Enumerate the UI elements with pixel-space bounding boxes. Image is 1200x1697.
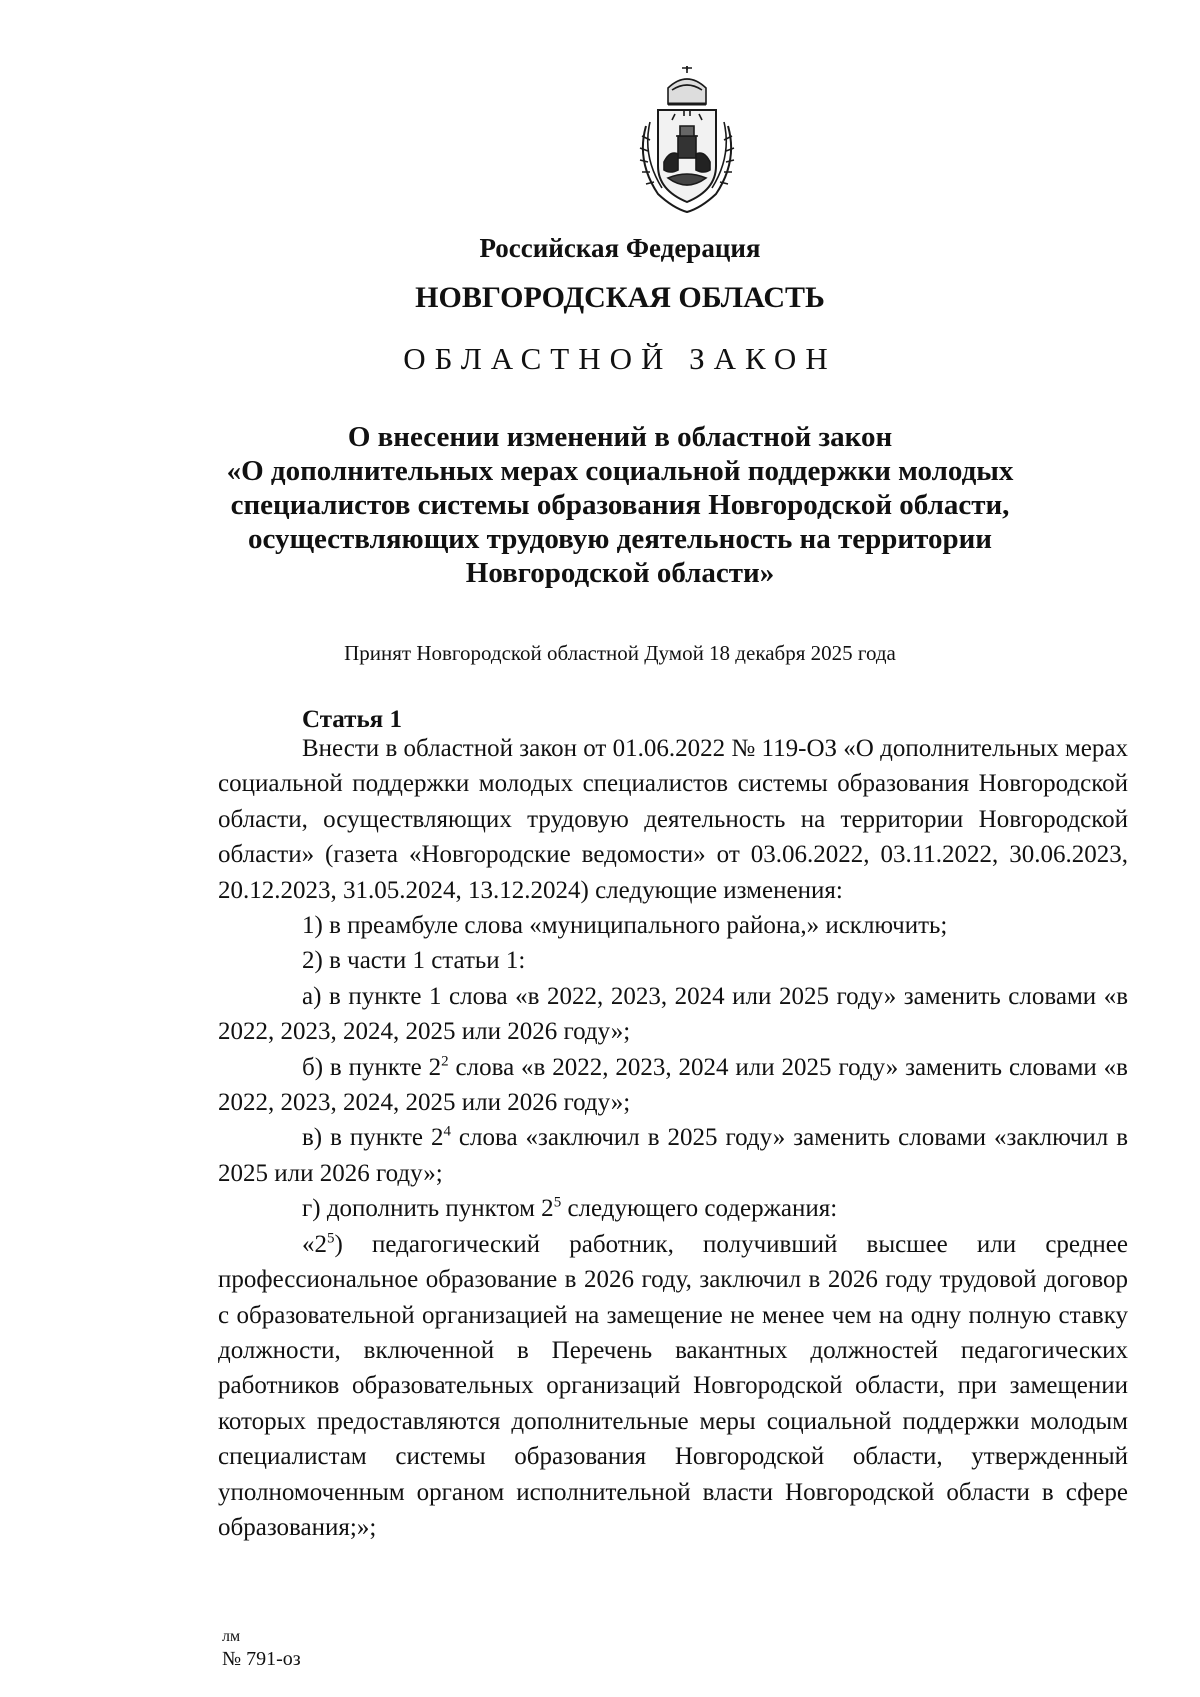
amendment-subitem	[218, 1120, 1128, 1191]
subitem-text: слова «заключил в 2025 году» заменить словами «заключил в 2025 или 2026 году»;	[218, 1124, 1129, 1187]
amendment-subitem: а) в пункте 1 слова «в 2022, 2023, 2024 или 2025 году» заменить словами «в 2022, 2023, 2024, 2025 или 2026 году»;	[218, 982, 1128, 1046]
amendment-item: 2) в части 1 статьи 1:	[302, 947, 526, 975]
quote-text: ) педагогический работник, получивший высшее или среднее профессиональное образование в 2026 году, заключил в 2026 году трудовой договор с образовательной организацией на замещение не менее чем на одну полную ставку должности, включенной в Перечень вакантных должностей педагогических работников образовательных организаций Новгородской области, при замещении которых предоставляются дополнительные меры социальной поддержки молодым специалистам системы образования Новгородской области, утвержденный уполномоченным органом исполнительной власти Новгородской области в сфере образования;»;	[218, 1230, 1128, 1541]
subitem-text: слова «в 2022, 2023, 2024 или 2025 году» заменить словами «в 2022, 2023, 2024, 2025 или 2026 году»;	[218, 1053, 1128, 1117]
law-title-line: специалистов системы образования Новгородской области,	[230, 489, 1010, 521]
law-title	[180, 420, 1060, 590]
document-footer	[222, 1626, 301, 1670]
article-intro: Внести в областной закон от 01.06.2022 № 119-ОЗ «О дополнительных мерах социальной поддержки молодых специалистов системы образования Новгородской области, осуществляющих трудовую деятельность на территории Новгородской области» (газета «Новгородские ведомости» от 03.06.2022, 03.11.2022, 30.06.2023, 20.12.2023, 31.05.2024, 13.12.2024) следующие изменения:	[218, 735, 1128, 904]
amendment-subitem	[218, 1050, 1128, 1121]
quote-text: «2	[302, 1230, 327, 1258]
superscript: 5	[553, 1194, 562, 1211]
law-type-heading: ОБЛАСТНОЙ ЗАКОН	[403, 341, 837, 376]
law-title-line: «О дополнительных мерах социальной поддержки молодых	[226, 455, 1014, 487]
superscript: 2	[441, 1053, 449, 1070]
subitem-text: следующего содержания:	[561, 1195, 838, 1223]
law-title-line: О внесении изменений в областной закон	[347, 421, 893, 453]
executor-initials: лм	[222, 1628, 241, 1645]
superscript: 4	[443, 1124, 451, 1141]
amendment-item: 1) в преамбуле слова «муниципального района,» исключить;	[302, 912, 948, 940]
subitem-text: в) в пункте 2	[302, 1124, 444, 1152]
novgorod-coat-of-arms-icon	[628, 66, 746, 216]
region-heading: НОВГОРОДСКАЯ ОБЛАСТЬ	[415, 281, 825, 314]
subitem-text: б) в пункте 2	[302, 1053, 442, 1081]
federation-heading: Российская Федерация	[479, 233, 761, 263]
law-title-line: Новгородской области»	[465, 557, 775, 589]
article-body	[218, 731, 1128, 1545]
amendment-subitem	[218, 1191, 1128, 1226]
quoted-new-point	[218, 1227, 1128, 1546]
law-title-line: осуществляющих трудовую деятельность на территории	[247, 523, 993, 555]
subitem-text: г) дополнить пунктом 2	[302, 1195, 554, 1223]
document-number: № 791-оз	[222, 1648, 301, 1670]
adoption-note: Принят Новгородской областной Думой 18 декабря 2025 года	[344, 641, 896, 665]
superscript: 5	[327, 1230, 335, 1247]
article-heading: Статья 1	[302, 706, 402, 733]
